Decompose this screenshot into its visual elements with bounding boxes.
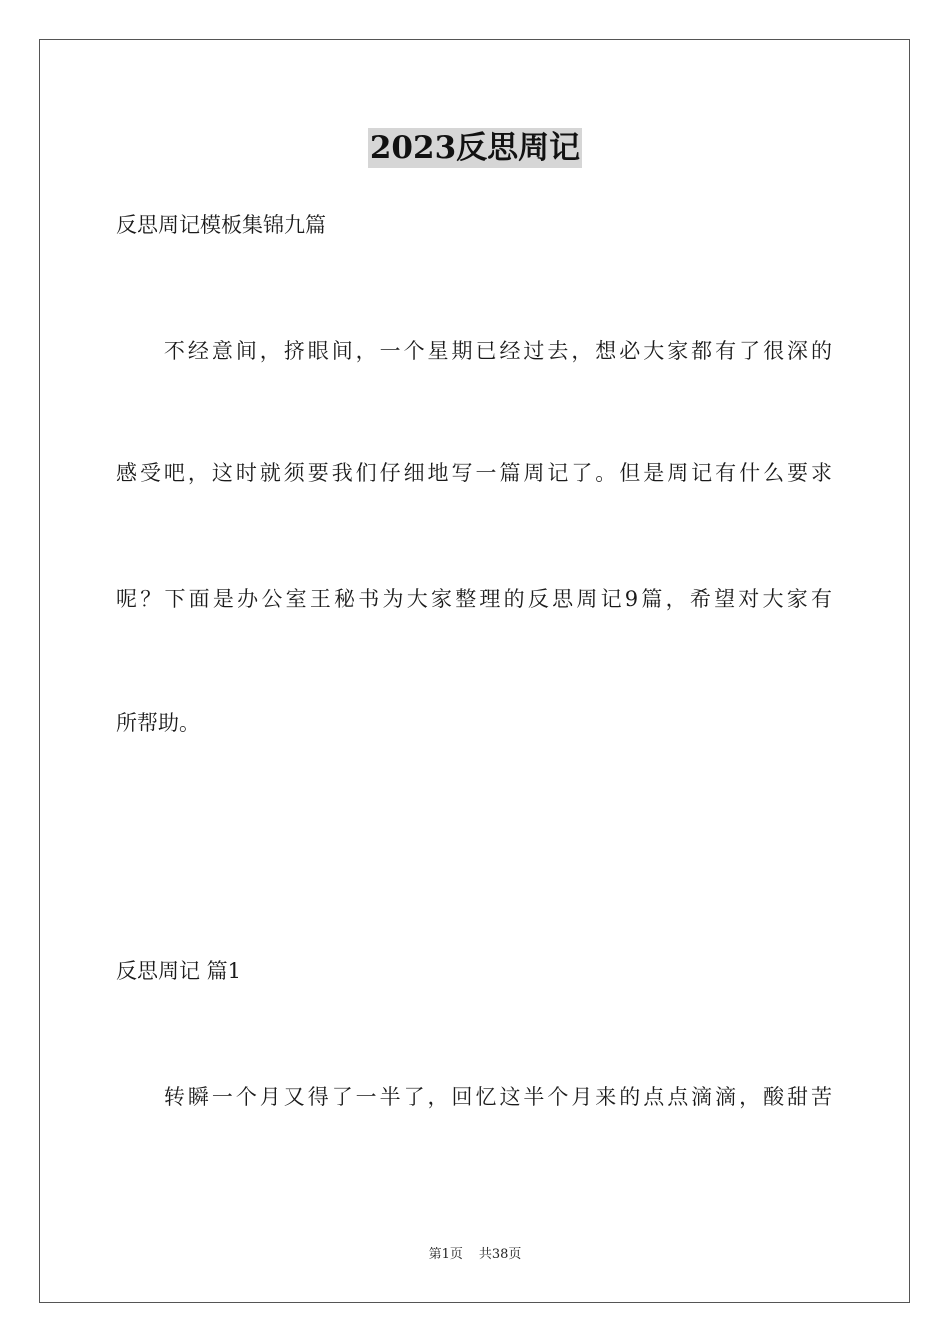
title-container bbox=[0, 128, 950, 168]
section-line-1: 转瞬一个月又得了一半了，回忆这半个月来的点点滴滴，酸甜苦 bbox=[116, 1085, 832, 1109]
page-total: 共38页 bbox=[478, 1247, 522, 1262]
document-title: 2023反思周记 bbox=[369, 130, 581, 166]
page-number: 第1页 bbox=[428, 1247, 463, 1262]
page-footer bbox=[0, 1246, 950, 1264]
intro-line-1: 不经意间，挤眼间，一个星期已经过去，想必大家都有了很深的 bbox=[116, 339, 832, 363]
document-subtitle: 反思周记模板集锦九篇 bbox=[116, 213, 326, 237]
intro-line-2: 感受吧，这时就须要我们仔细地写一篇周记了。但是周记有什么要求 bbox=[116, 461, 832, 485]
intro-line-3: 呢？下面是办公室王秘书为大家整理的反思周记9篇，希望对大家有 bbox=[116, 587, 832, 611]
section-heading: 反思周记 篇1 bbox=[116, 959, 242, 983]
intro-line-4: 所帮助。 bbox=[116, 711, 200, 735]
